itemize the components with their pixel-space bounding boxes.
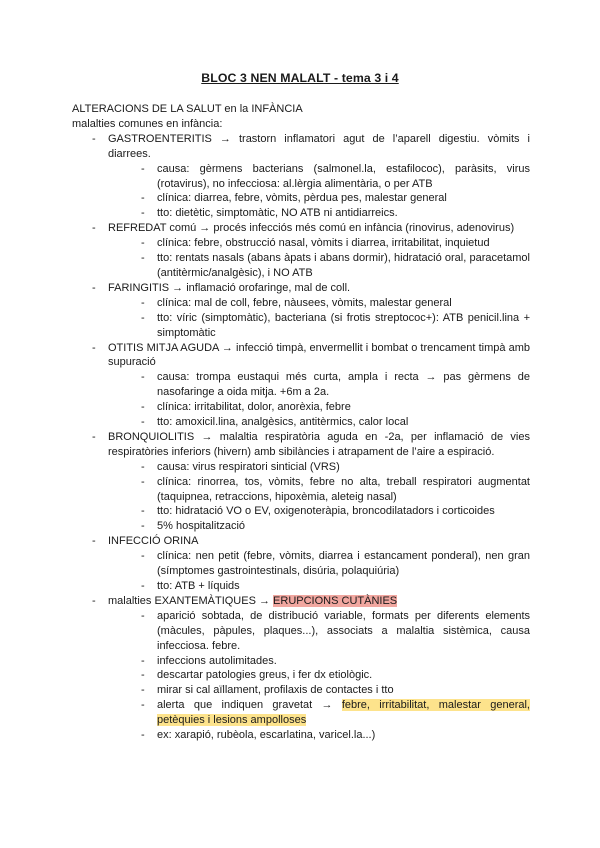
detail-text: clínica: nen petit (febre, vòmits, diarrea i estancament ponderal), nen gran (símptomes gastrointestinals, disúria, polaquiúria) [157,550,530,578]
document-body [72,102,530,743]
detail-text: infeccions autolimitades. [157,654,277,667]
disease-detail [72,206,530,221]
list-bullet: - [141,371,145,384]
detail-text: tto: rentats nasals (abans àpats i abans dormir), hidratació oral, paracetamol (antitèrmic/analgèsic), i NO ATB [157,252,530,279]
detail-text: tto: víric (simptomàtic), bacteriana (si frotis streptococ+): ATB penicil.lina + simptomàtic [157,311,530,339]
list-bullet: - [141,654,145,667]
disease-detail [72,162,530,192]
list-bullet: - [141,580,145,592]
detail-text: tto: dietètic, simptomàtic, NO ATB ni antidiarreics. [157,207,398,220]
list-bullet: - [92,132,96,145]
list-bullet: - [141,460,145,473]
disease-detail [72,251,530,281]
disease-text: FARINGITIS → inflamació orofaringe, mal de coll. [108,281,351,294]
list-bullet: - [141,162,145,175]
list-bullet: - [141,401,145,414]
list-bullet: - [141,192,145,205]
disease-detail [72,400,530,415]
section-heading: ALTERACIONS DE LA SALUT en la INFÀNCIA [72,103,303,115]
disease-detail [72,370,530,400]
detail-text: tto: amoxicil.lina, analgèsics, antitèrmics, calor local [157,416,409,429]
disease-detail [72,191,530,206]
detail-text: causa: virus respiratori sinticial (VRS) [157,460,340,473]
list-bullet: - [92,341,96,354]
detail-text: 5% hospitalització [157,520,246,533]
disease-detail [72,475,530,505]
detail-text: causa: trompa eustaqui més curta, ampla i recta → pas gèrmens de nasofaringe a oida mitja. +6m a 2a. [157,371,530,399]
list-bullet: - [141,550,145,563]
disease-detail [72,460,530,475]
section-subheading: malalties comunes en infància: [72,117,223,130]
exantem-item [72,594,530,609]
exantem-detail [72,683,530,698]
detail-text: descartar patologies greus, i fer dx etiològic. [157,669,373,682]
disease-text: BRONQUIOLITIS → malaltia respiratòria aguda en -2a, per inflamació de vies respiratòries inferiors (hivern) amb sibilàncies i atrapament de l’aire a espiració. [108,430,530,458]
list-bullet: - [141,207,145,220]
detail-text: clínica: rinorrea, tos, vòmits, febre no alta, treball respiratori augmentat (taquipnea, retraccions, hipoxèmia, aleteig nasal) [157,475,530,503]
disease-text: INFECCIÓ ORINA [108,535,199,548]
detail-text: tto: hidratació VO o EV, oxigenoteràpia, broncodilatadors i corticoides [157,505,495,518]
disease-item [72,430,530,460]
list-bullet: - [92,281,96,294]
detail-text: clínica: febre, obstrucció nasal, vòmits i diarrea, irritabilitat, inquietud [157,237,490,250]
disease-item [72,221,530,236]
exantem-highlight: ERUPCIONS CUTÀNIES [273,594,398,607]
disease-detail [72,415,530,430]
document-title: BLOC 3 NEN MALALT - tema 3 i 4 [201,71,399,85]
detail-text: mirar si cal aïllament, profilaxis de contactes i tto [157,684,394,697]
exantem-detail [72,728,530,743]
list-bullet: - [141,684,145,697]
disease-detail [72,579,530,594]
list-bullet: - [141,699,145,712]
disease-detail [72,519,530,534]
disease-text: GASTROENTERITIS → trastorn inflamatori agut de l’aparell digestiu. vòmits i diarrees. [108,132,530,160]
detail-text: tto: ATB + líquids [157,580,240,592]
exantem-detail [72,609,530,654]
detail-text: clínica: diarrea, febre, vòmits, pèrdua pes, malestar general [157,192,447,205]
disease-detail [72,296,530,311]
disease-text: OTITIS MITJA AGUDA → infecció timpà, envermellit i bombat o trencament timpà amb supuració [108,341,530,369]
disease-item [72,281,530,296]
disease-list [72,132,530,743]
list-bullet: - [141,475,145,488]
detail-text: clínica: irritabilitat, dolor, anorèxia, febre [157,401,351,414]
detail-text: causa: gèrmens bacterians (salmonel.la, estafilococ), paràsits, virus (rotavirus), no infecciosa: al.lèrgia alimentària, o per ATB [157,162,530,190]
list-bullet: - [141,416,145,429]
disease-item [72,341,530,371]
detail-text: clínica: mal de coll, febre, nàusees, vòmits, malestar general [157,296,452,309]
list-bullet: - [141,311,145,324]
list-bullet: - [141,296,145,309]
disease-detail [72,504,530,519]
list-bullet: - [141,520,145,533]
disease-item [72,132,530,162]
disease-detail [72,236,530,251]
list-bullet: - [92,430,96,443]
list-bullet: - [141,609,145,622]
list-bullet: - [141,252,145,265]
exantem-detail [72,654,530,669]
disease-item [72,534,530,549]
list-bullet: - [141,669,145,682]
exantem-prefix: malalties EXANTEMÀTIQUES → [108,594,274,607]
list-bullet: - [141,505,145,518]
detail-text: aparició sobtada, de distribució variable, formats per diferents elements (màcules, pàpules, plaques...), associats a malaltia sistèmica, causa infecciosa. febre. [157,609,530,652]
disease-detail [72,311,530,341]
disease-text: REFREDAT comú → procés infecciós més comú en infància (rinovirus, adenovirus) [108,222,515,235]
list-bullet: - [92,535,96,548]
list-bullet: - [141,729,145,742]
list-bullet: - [92,222,96,235]
list-bullet: - [92,594,96,607]
alert-detail [72,698,530,728]
alert-prefix: alerta que indiquen gravetat → [157,699,342,712]
detail-text: ex: xarapió, rubèola, escarlatina, varicel.la...) [157,729,376,742]
disease-detail [72,549,530,579]
list-bullet: - [141,237,145,250]
alert-highlight: febre, irritabilitat, malestar general, petèquies i lesions ampolloses [157,699,530,727]
exantem-detail [72,668,530,683]
